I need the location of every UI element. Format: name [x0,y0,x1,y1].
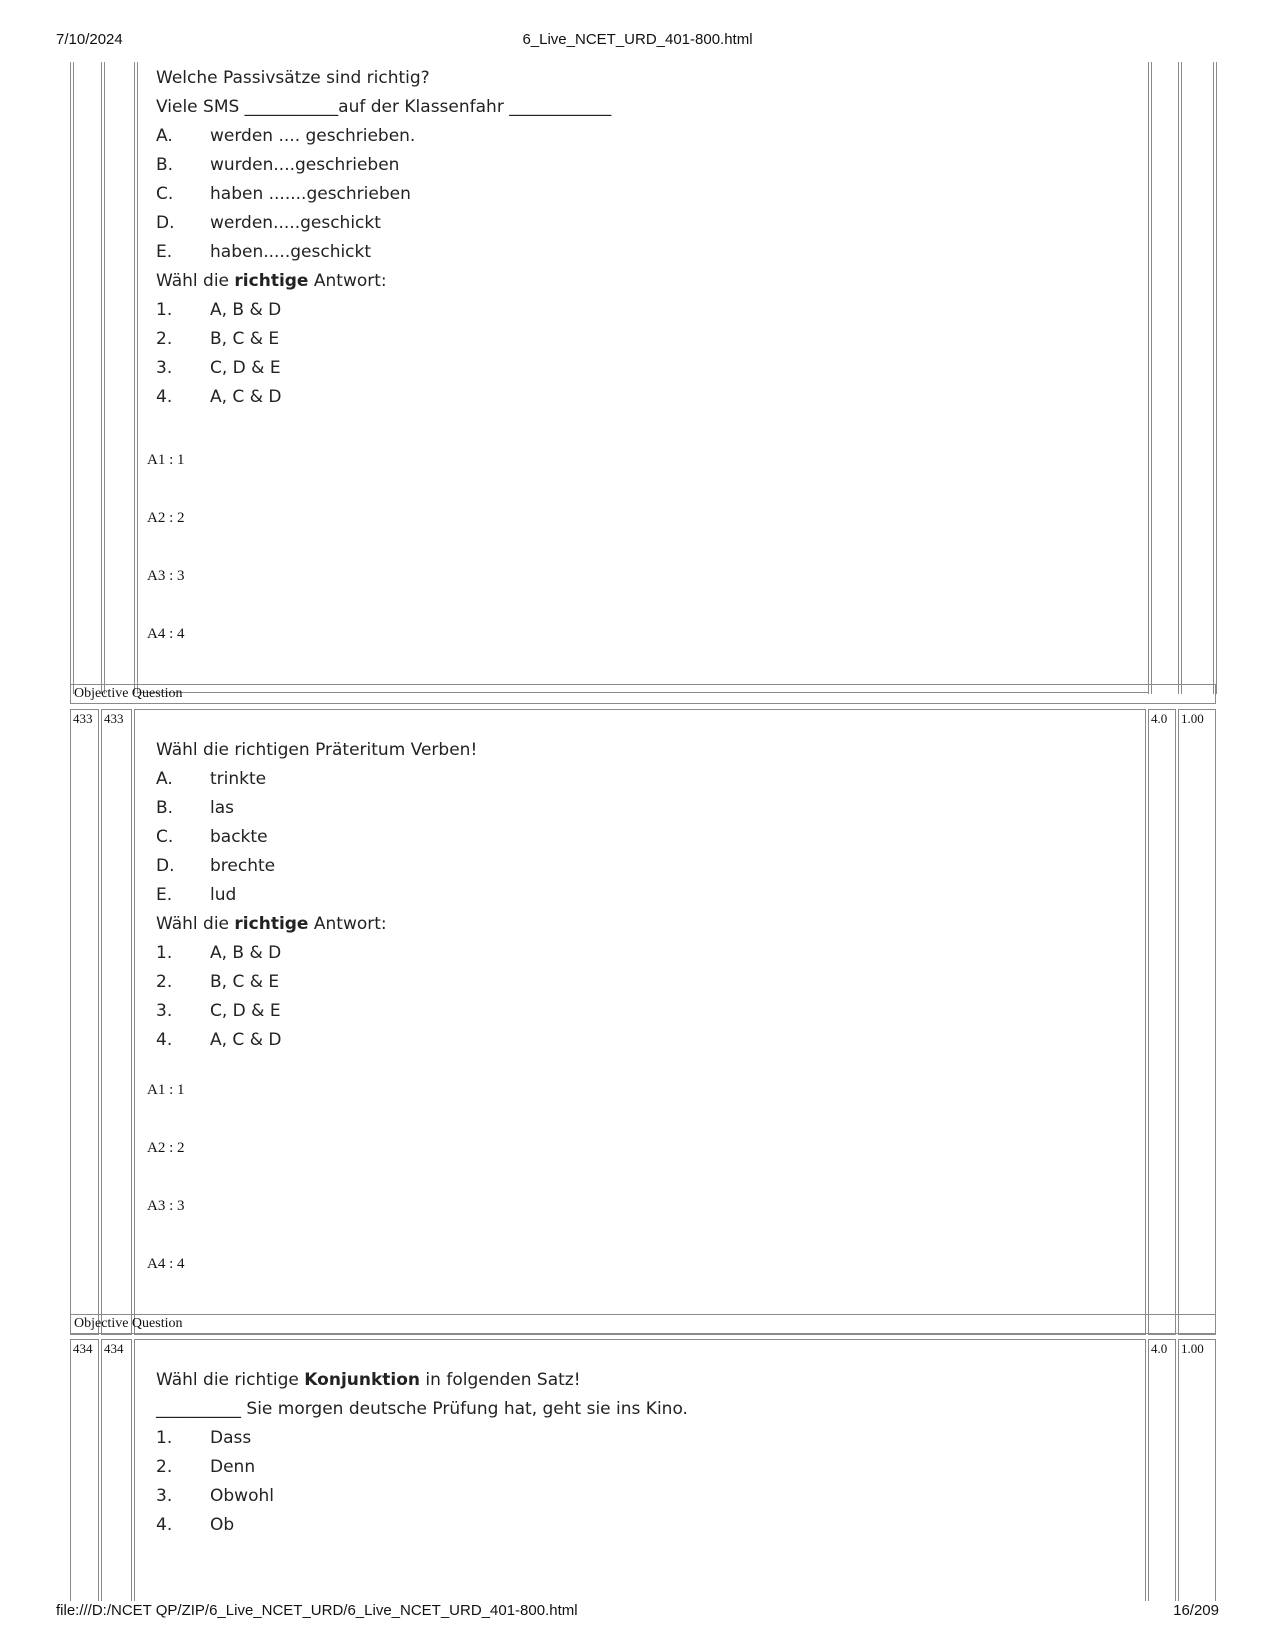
option-label: C. [156,827,174,847]
option-text: haben.....geschickt [210,242,372,262]
choice-label: 2. [156,972,173,992]
answer-key: A1 : 1 [147,1082,185,1098]
choice-label: 1. [156,300,173,320]
negative-marks: 1.00 [1178,709,1216,1335]
option-label: A. [156,769,173,789]
option-label: D. [156,213,175,233]
table-border [1148,62,1149,694]
choice-label: 4. [156,387,173,407]
answer-key: A2 : 2 [147,510,185,526]
question-type-label: Objective Question [70,1314,1216,1334]
option-label: E. [156,242,173,262]
choice-text: C, D & E [210,1001,281,1021]
choice-text: Ob [210,1515,235,1535]
document-title: 6_Live_NCET_URD_401-800.html [522,31,753,48]
answer-key: A2 : 2 [147,1140,185,1156]
table-border [1151,62,1152,694]
option-text: wurden....geschrieben [210,155,400,175]
choice-label: 3. [156,358,173,378]
table-border [134,62,135,694]
choice-text: B, C & E [210,972,280,992]
answer-key: A4 : 4 [147,1256,185,1272]
choice-text: Denn [210,1457,256,1477]
option-text: werden.....geschickt [210,213,381,233]
choice-label: 4. [156,1030,173,1050]
option-text: lud [210,885,237,905]
choice-text: A, B & D [210,300,282,320]
option-label: B. [156,155,174,175]
option-label: A. [156,126,173,146]
table-border [1216,62,1217,694]
option-text: brechte [210,856,276,876]
choice-label: 1. [156,1428,173,1448]
answer-key: A1 : 1 [147,452,185,468]
question-type-label: Objective Question [70,684,1216,704]
option-label: B. [156,798,174,818]
choice-text: Obwohl [210,1486,274,1506]
question-id: 434 [101,1339,132,1601]
choice-label: 3. [156,1001,173,1021]
question-cell [134,709,1146,1335]
option-label: D. [156,856,175,876]
serial-number: 434 [70,1339,99,1601]
answer-key: A3 : 3 [147,568,185,584]
question-stem: Viele SMS ___________auf der Klassenfahr ____________ [156,97,612,117]
option-label: C. [156,184,174,204]
table-border [73,62,74,694]
table-border [70,62,71,694]
table-border [137,62,138,694]
option-label: E. [156,885,173,905]
question-title: Wähl die richtige Konjunktion in folgenden Satz! [156,1370,581,1390]
choice-label: 3. [156,1486,173,1506]
question-stem: __________ Sie morgen deutsche Prüfung hat, geht sie ins Kino. [156,1399,688,1419]
table-border [1178,62,1179,694]
page-number: 16/209 [1173,1602,1219,1619]
table-border [1213,62,1214,694]
choice-text: A, B & D [210,943,282,963]
file-path: file:///D:/NCET QP/ZIP/6_Live_NCET_URD/6_Live_NCET_URD_401-800.html [56,1602,578,1619]
choice-label: 2. [156,1457,173,1477]
table-border [1181,62,1182,694]
table-border [104,62,105,694]
answer-key: A3 : 3 [147,1198,185,1214]
question-title: Wähl die richtigen Präteritum Verben! [156,740,478,760]
serial-number: 433 [70,709,99,1335]
choice-label: 1. [156,943,173,963]
option-text: backte [210,827,268,847]
answer-key: A4 : 4 [147,626,185,642]
option-text: werden .... geschrieben. [210,126,416,146]
negative-marks: 1.00 [1178,1339,1216,1601]
question-title: Welche Passivsätze sind richtig? [156,68,430,88]
marks: 4.0 [1148,709,1176,1335]
choice-label: 2. [156,329,173,349]
choice-text: B, C & E [210,329,280,349]
choice-label: 4. [156,1515,173,1535]
table-border [101,62,102,694]
print-date: 7/10/2024 [56,31,123,48]
choice-text: A, C & D [210,1030,282,1050]
choice-text: C, D & E [210,358,281,378]
question-id: 433 [101,709,132,1335]
marks: 4.0 [1148,1339,1176,1601]
choice-text: A, C & D [210,387,282,407]
option-text: haben .......geschrieben [210,184,411,204]
option-text: trinkte [210,769,267,789]
option-text: las [210,798,234,818]
answer-prompt: Wähl die richtige Antwort: [156,914,387,934]
answer-prompt: Wähl die richtige Antwort: [156,271,387,291]
choice-text: Dass [210,1428,252,1448]
